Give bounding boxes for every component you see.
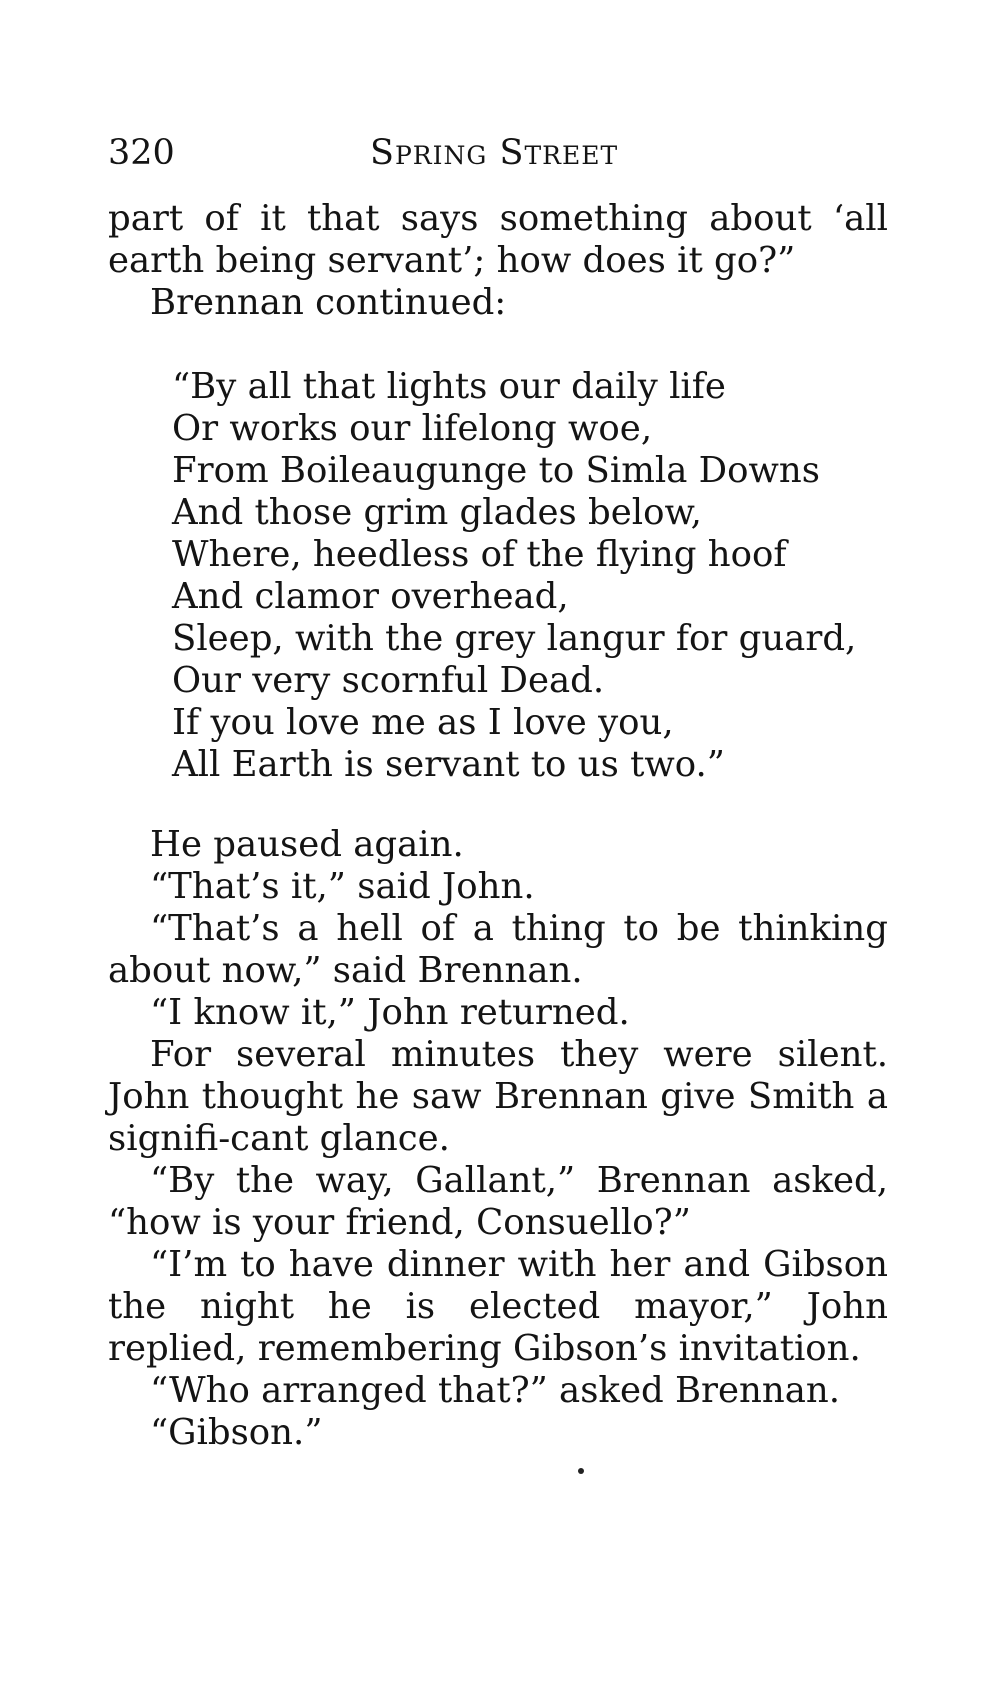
verse-line: From Boileaugunge to Simla Downs — [172, 450, 820, 491]
verse-line: Our very scornful Dead. — [172, 660, 605, 701]
paragraph: “Gibson.” — [150, 1412, 323, 1453]
paragraph: For several minutes they were silent. John thought he saw Brennan give Smith a signifi-cant glance. — [108, 1034, 888, 1159]
running-head — [108, 128, 888, 178]
verse-line: Where, heedless of the flying hoof — [172, 534, 787, 575]
paragraph: “Who arranged that?” asked Brennan. — [150, 1370, 841, 1411]
paragraph: part of it that says something about ‘all earth being servant’; how does it go?” — [108, 198, 888, 281]
page-number: 320 — [108, 133, 175, 173]
verse-line: All Earth is servant to us two.” — [172, 744, 725, 785]
text-block-top — [108, 198, 888, 324]
poem — [108, 366, 888, 786]
paragraph: “I know it,” John returned. — [150, 992, 630, 1033]
paragraph: “That’s a hell of a thing to be thinking about now,” said Brennan. — [108, 908, 888, 991]
verse-block — [108, 366, 888, 786]
verse-line: If you love me as I love you, — [172, 702, 674, 743]
text-block-bottom — [108, 824, 888, 1454]
verse-line: Sleep, with the grey langur for guard, — [172, 618, 857, 659]
verse-line: And clamor overhead, — [172, 576, 569, 617]
paragraph: Brennan continued: — [150, 282, 507, 323]
running-title: Spring Street — [370, 133, 619, 173]
paragraph: “That’s it,” said John. — [150, 866, 535, 907]
paragraph: “By the way, Gallant,” Brennan asked, “how is your friend, Consuello?” — [108, 1160, 888, 1243]
verse-line: Or works our lifelong woe, — [172, 408, 653, 449]
paragraph: He paused again. — [150, 824, 464, 865]
verse-line: “By all that lights our daily life — [172, 366, 726, 407]
paragraph: “I’m to have dinner with her and Gibson the night he is elected mayor,” John replied, remembering Gibson’s invitation. — [108, 1244, 888, 1369]
verse-line: And those grim glades below, — [172, 492, 702, 533]
ink-speck — [578, 1468, 584, 1474]
